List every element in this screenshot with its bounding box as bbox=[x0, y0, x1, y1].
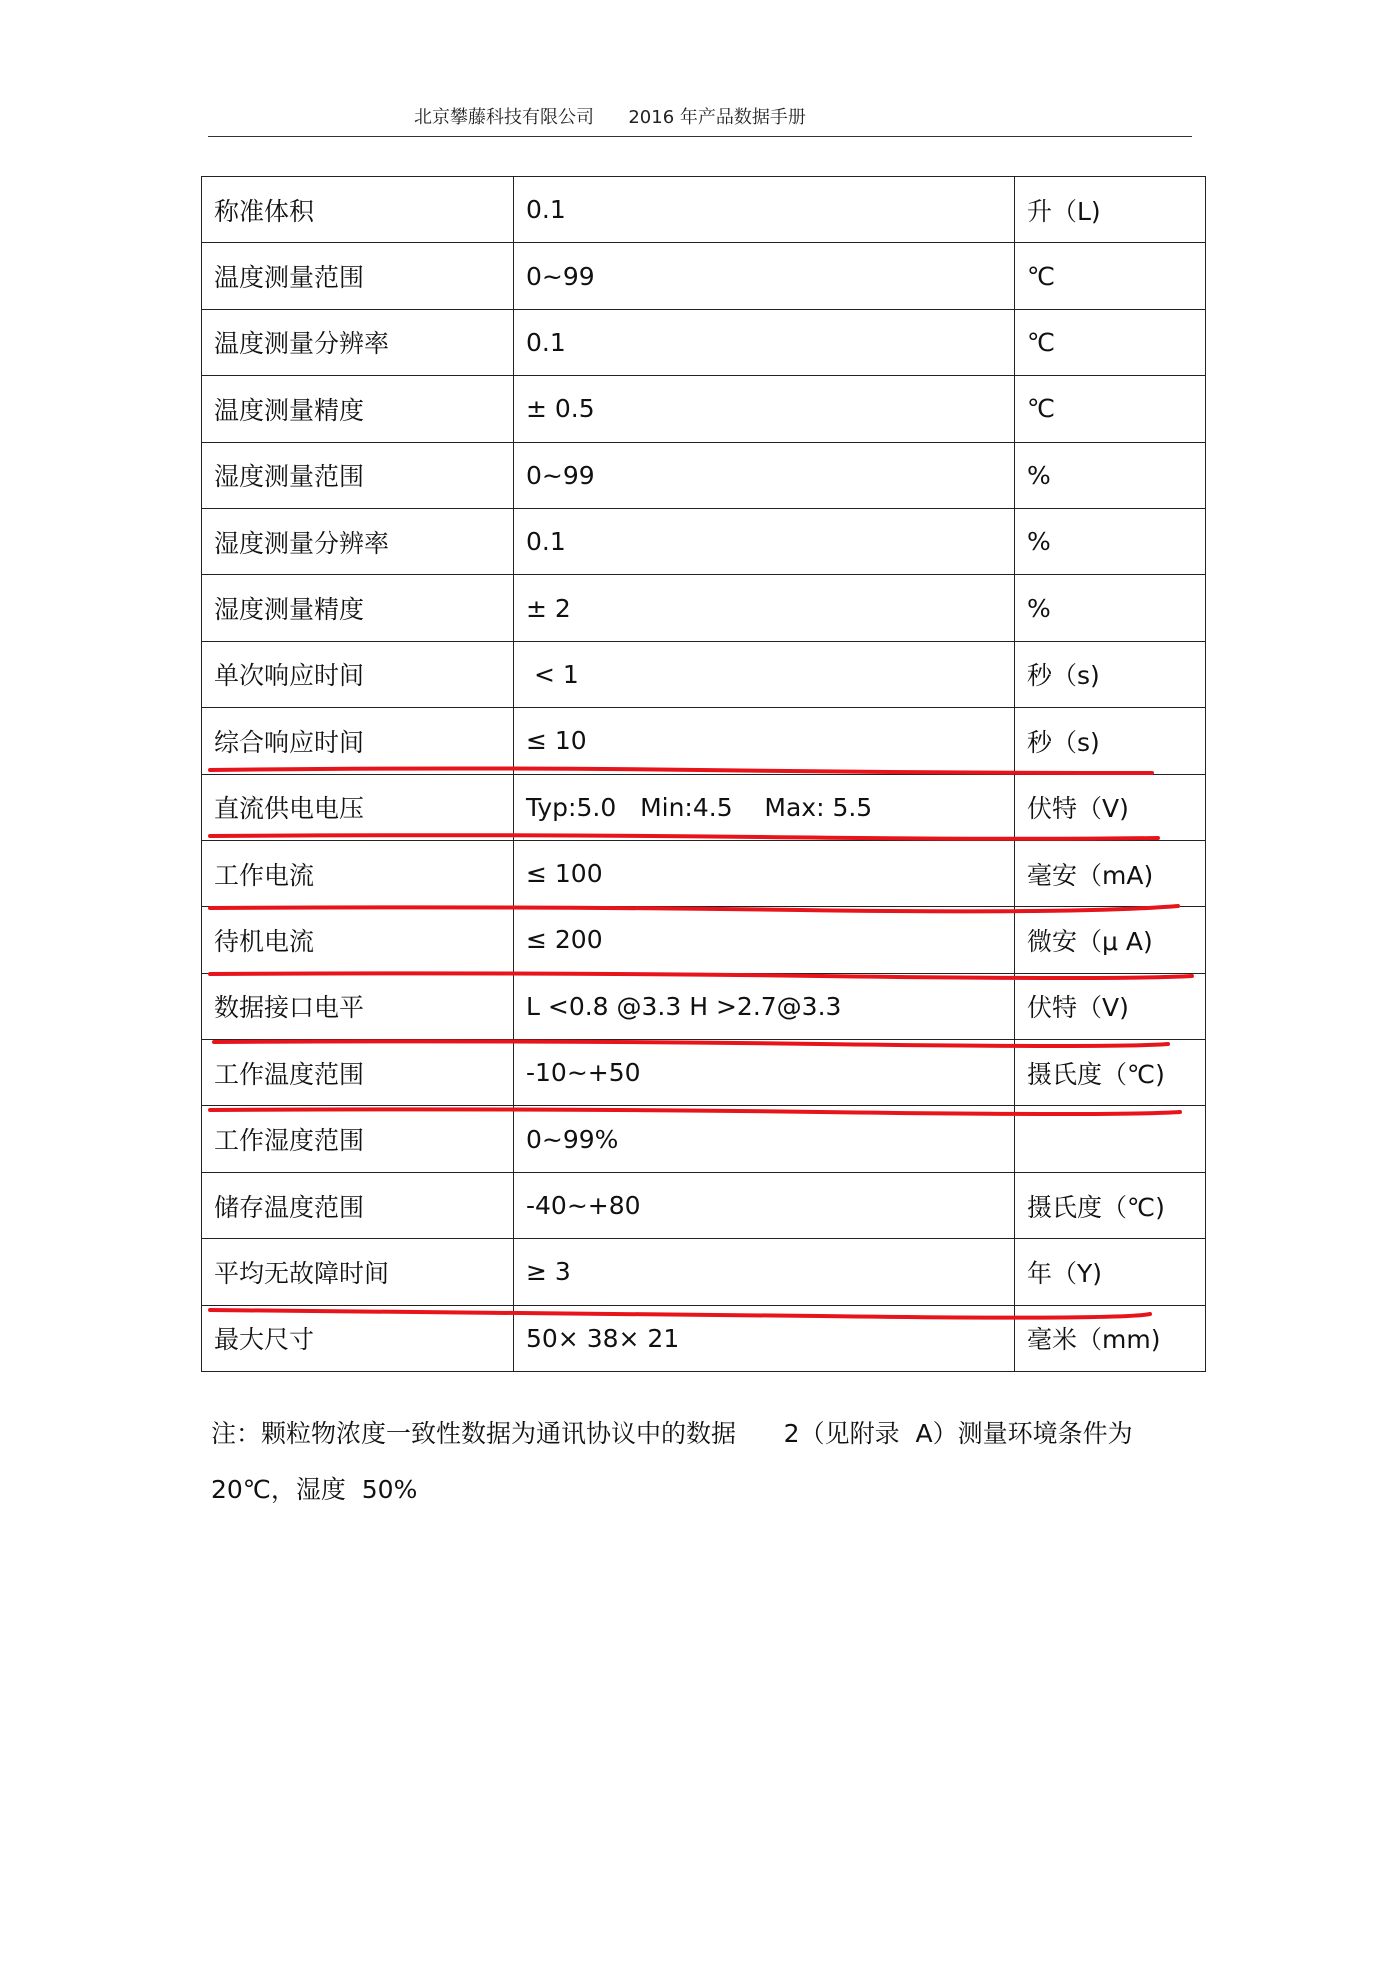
param-name: 工作湿度范围 bbox=[202, 1106, 514, 1172]
table-row bbox=[202, 442, 1206, 508]
param-unit: % bbox=[1015, 442, 1206, 508]
param-unit: 秒（s) bbox=[1015, 708, 1206, 774]
param-unit: 年（Y) bbox=[1015, 1239, 1206, 1305]
table-row bbox=[202, 575, 1206, 641]
table-row bbox=[202, 1305, 1206, 1371]
table-row bbox=[202, 177, 1206, 243]
param-name: 工作电流 bbox=[202, 840, 514, 906]
param-name: 最大尺寸 bbox=[202, 1305, 514, 1371]
table-row bbox=[202, 1040, 1206, 1106]
param-unit: 伏特（V) bbox=[1015, 973, 1206, 1039]
table-row bbox=[202, 1106, 1206, 1172]
table-row bbox=[202, 641, 1206, 707]
param-name: 湿度测量范围 bbox=[202, 442, 514, 508]
table-row bbox=[202, 1239, 1206, 1305]
param-value: ≤ 100 bbox=[514, 840, 1015, 906]
table-row bbox=[202, 708, 1206, 774]
param-unit: 毫安（mA) bbox=[1015, 840, 1206, 906]
footnote-line-1: 注：颗粒物浓度一致性数据为通讯协议中的数据 2（见附录 A）测量环境条件为 bbox=[211, 1419, 1133, 1448]
param-value: 0~99 bbox=[514, 442, 1015, 508]
param-unit: % bbox=[1015, 575, 1206, 641]
param-value: 0.1 bbox=[514, 309, 1015, 375]
param-value: ± 0.5 bbox=[514, 376, 1015, 442]
param-unit: ℃ bbox=[1015, 309, 1206, 375]
table-row bbox=[202, 840, 1206, 906]
header-divider bbox=[208, 136, 1192, 137]
param-unit: ℃ bbox=[1015, 376, 1206, 442]
param-name: 综合响应时间 bbox=[202, 708, 514, 774]
param-name: 单次响应时间 bbox=[202, 641, 514, 707]
param-name: 湿度测量分辨率 bbox=[202, 508, 514, 574]
param-value: Typ:5.0 Min:4.5 Max: 5.5 bbox=[514, 774, 1015, 840]
param-value: < 1 bbox=[514, 641, 1015, 707]
param-name: 待机电流 bbox=[202, 907, 514, 973]
header-company: 北京攀藤科技有限公司 bbox=[414, 107, 594, 128]
param-value: ≥ 3 bbox=[514, 1239, 1015, 1305]
param-name: 数据接口电平 bbox=[202, 973, 514, 1039]
table-row bbox=[202, 309, 1206, 375]
param-unit: 摄氏度（℃) bbox=[1015, 1172, 1206, 1238]
param-value: ≤ 10 bbox=[514, 708, 1015, 774]
param-unit bbox=[1015, 1106, 1206, 1172]
param-name: 工作温度范围 bbox=[202, 1040, 514, 1106]
param-unit: ℃ bbox=[1015, 243, 1206, 309]
table-row bbox=[202, 774, 1206, 840]
param-name: 储存温度范围 bbox=[202, 1172, 514, 1238]
param-value: 0~99% bbox=[514, 1106, 1015, 1172]
param-name: 温度测量精度 bbox=[202, 376, 514, 442]
param-value: -40~+80 bbox=[514, 1172, 1015, 1238]
param-name: 湿度测量精度 bbox=[202, 575, 514, 641]
param-name: 温度测量范围 bbox=[202, 243, 514, 309]
param-unit: 升（L) bbox=[1015, 177, 1206, 243]
param-unit: 伏特（V) bbox=[1015, 774, 1206, 840]
table-row bbox=[202, 508, 1206, 574]
param-unit: 毫米（mm) bbox=[1015, 1305, 1206, 1371]
param-value: 0.1 bbox=[514, 177, 1015, 243]
param-value: ≤ 200 bbox=[514, 907, 1015, 973]
param-name: 称准体积 bbox=[202, 177, 514, 243]
param-unit: 摄氏度（℃) bbox=[1015, 1040, 1206, 1106]
header-title: 2016 年产品数据手册 bbox=[628, 107, 806, 128]
table-row bbox=[202, 907, 1206, 973]
param-unit: 秒（s) bbox=[1015, 641, 1206, 707]
footnote-line-2: 20℃，湿度 50% bbox=[211, 1475, 418, 1504]
param-value: 0.1 bbox=[514, 508, 1015, 574]
param-value: L <0.8 @3.3 H >2.7@3.3 bbox=[514, 973, 1015, 1039]
table-row bbox=[202, 1172, 1206, 1238]
param-value: ± 2 bbox=[514, 575, 1015, 641]
spec-table bbox=[201, 176, 1206, 1372]
param-name: 直流供电电压 bbox=[202, 774, 514, 840]
param-unit: % bbox=[1015, 508, 1206, 574]
table-row bbox=[202, 243, 1206, 309]
param-unit: 微安（μ A) bbox=[1015, 907, 1206, 973]
table-row bbox=[202, 376, 1206, 442]
page-header bbox=[414, 103, 806, 129]
param-name: 平均无故障时间 bbox=[202, 1239, 514, 1305]
param-value: 50× 38× 21 bbox=[514, 1305, 1015, 1371]
param-value: -10~+50 bbox=[514, 1040, 1015, 1106]
table-row bbox=[202, 973, 1206, 1039]
param-name: 温度测量分辨率 bbox=[202, 309, 514, 375]
param-value: 0~99 bbox=[514, 243, 1015, 309]
